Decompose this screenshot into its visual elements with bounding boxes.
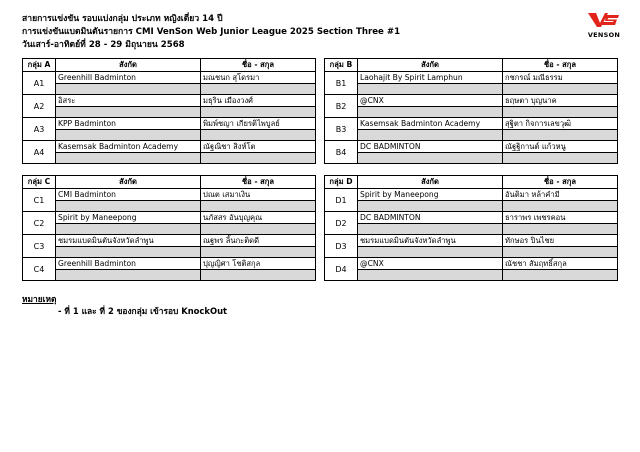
player-row [23,118,316,141]
player-name: กชกรณ์ มณีธรรม [505,73,563,82]
club-column-header: สังกัด [56,176,201,189]
name-column-header: ชื่อ - สกุล [201,176,316,189]
player-name: ปุญญิศา โชติสกุล [203,259,261,268]
player-name: ณัฐณิชา สิงห์โต [203,142,256,151]
document-header [22,13,400,52]
venson-logo-text: VENSON [587,31,621,39]
venson-logo-icon [586,12,620,28]
player-row [23,258,316,281]
group-label: กลุ่ม C [23,176,56,189]
group-header-row [23,59,316,72]
remarks-item: - ที่ 1 และ ที่ 2 ของกลุ่ม เข้ารอบ KnockOut [58,306,228,316]
player-club: Greenhill Badminton [58,73,136,82]
player-row [23,235,316,258]
player-row [23,72,316,95]
player-name: ทักษอร ปินไชย [505,236,555,245]
group-header-row [325,59,618,72]
seed-code: B3 [325,118,358,141]
player-club: CMI Badminton [58,190,116,199]
seed-code: A1 [23,72,56,95]
club-column-header: สังกัด [358,176,503,189]
seed-code: B1 [325,72,358,95]
seed-code: D3 [325,235,358,258]
player-club: DC BADMINTON [360,213,421,222]
seed-code: A3 [23,118,56,141]
player-name: ปณต เสมาเงิน [203,190,251,199]
header-line-tournament: การแข่งขันแบดมินตันรายการ CMI VenSon Web Junior League 2025 Section Three #1 [22,27,401,37]
remarks-title: หมายเหตุ [22,294,57,304]
player-club: Kasemsak Badminton Academy [58,142,179,151]
seed-code: C3 [23,235,56,258]
player-club: @CNX [360,259,384,268]
seed-code: D2 [325,212,358,235]
player-name: ณัฐฐิกานต์ แก้วหนู [505,142,566,151]
venson-logo [584,12,624,44]
player-name: ธาราพร เพชรคอน [505,213,566,222]
player-club: อิสระ [58,96,76,105]
group-label: กลุ่ม B [325,59,358,72]
player-row [325,235,618,258]
group-c-table [22,175,316,281]
header-line-event: สายการแข่งขัน รอบแบ่งกลุ่ม ประเภท หญิงเดี่ยว 14 ปี [22,14,223,24]
player-name: พิมพ์ชญา เกียรติไพบูลย์ [203,119,280,128]
player-row [325,72,618,95]
group-a-table [22,58,316,164]
group-header-row [325,176,618,189]
player-name: สุฐิตา กิจการเลขวุฒิ [505,119,571,128]
player-name: ณฐพร ลิ้นกะติดดี [203,236,260,245]
player-name: มธุริน เมืองวงศ์ [203,96,253,105]
player-club: Spirit by Maneepong [360,190,439,199]
header-line-date: วันเสาร์-อาทิตย์ที่ 28 - 29 มิถุนายน 2568 [22,40,185,50]
group-header-row [23,176,316,189]
player-club: Kasemsak Badminton Academy [360,119,481,128]
seed-code: D4 [325,258,358,281]
seed-code: C1 [23,189,56,212]
player-name: มณชนก สุโดรมา [203,73,260,82]
seed-code: C4 [23,258,56,281]
player-row [325,95,618,118]
player-name: ธฤษตา บุญนาค [505,96,557,105]
player-row [325,141,618,164]
club-column-header: สังกัด [358,59,503,72]
group-d-table [324,175,618,281]
player-row [325,189,618,212]
name-column-header: ชื่อ - สกุล [503,59,618,72]
player-row [23,95,316,118]
player-row [325,212,618,235]
player-name: อันติมา หล้าคำมี [505,190,560,199]
seed-code: C2 [23,212,56,235]
name-column-header: ชื่อ - สกุล [503,176,618,189]
player-club: ชมรมแบดมินตันจังหวัดลำพูน [360,236,456,245]
group-label: กลุ่ม D [325,176,358,189]
player-club: ชมรมแบดมินตันจังหวัดลำพูน [58,236,154,245]
seed-code: A2 [23,95,56,118]
player-club: Laohajit By Spirit Lamphun [360,73,463,82]
player-club: Spirit by Maneepong [58,213,137,222]
group-label: กลุ่ม A [23,59,56,72]
remarks [22,293,227,317]
player-club: @CNX [360,96,384,105]
player-row [23,212,316,235]
group-b-table [324,58,618,164]
seed-code: D1 [325,189,358,212]
player-club: DC BADMINTON [360,142,421,151]
player-name: ณัชชา สัมฤทธิ์สกุล [505,259,567,268]
player-club: Greenhill Badminton [58,259,136,268]
seed-code: B2 [325,95,358,118]
player-row [23,189,316,212]
player-row [325,258,618,281]
name-column-header: ชื่อ - สกุล [201,59,316,72]
seed-code: A4 [23,141,56,164]
player-club: KPP Badminton [58,119,116,128]
player-row [325,118,618,141]
player-name: นภัสสร อันบุญคุณ [203,213,263,222]
seed-code: B4 [325,141,358,164]
player-row [23,141,316,164]
club-column-header: สังกัด [56,59,201,72]
